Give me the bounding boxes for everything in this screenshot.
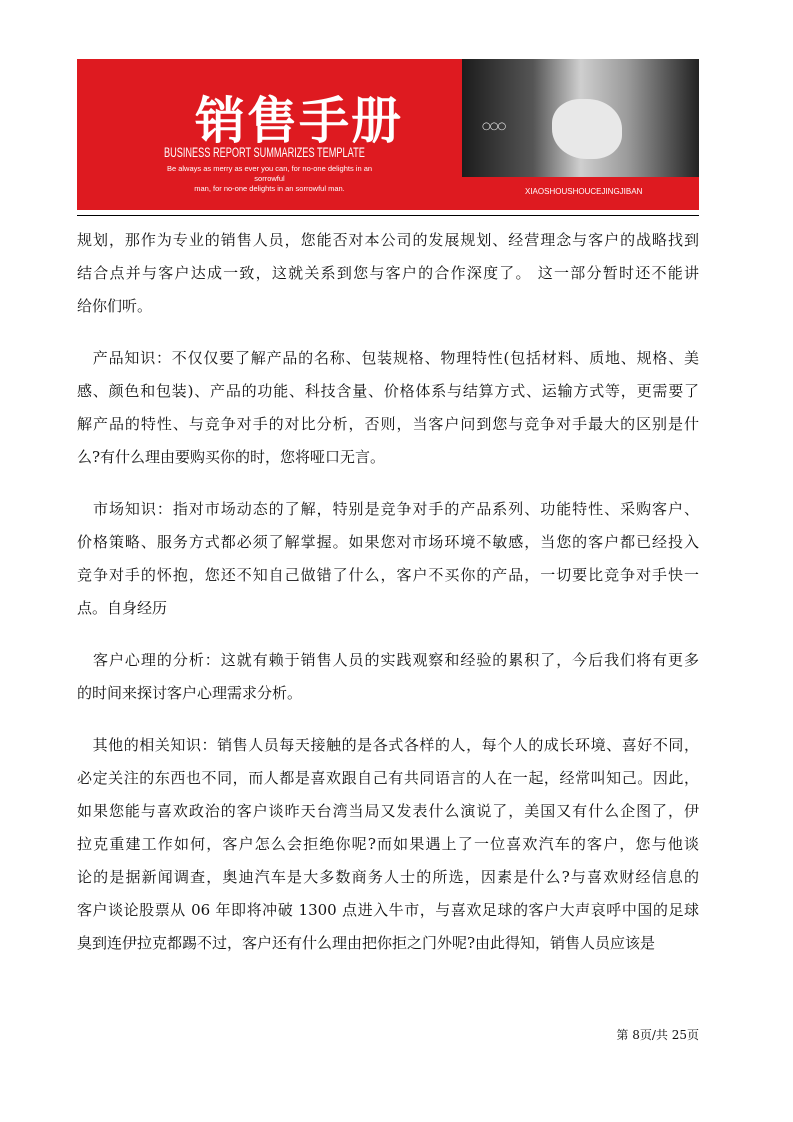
banner-subtitle: BUSINESS REPORT SUMMARIZES TEMPLATE (164, 145, 365, 160)
text-line: 拉克重建工作如何，客户怎么会拒绝你呢?而如果遇上了一位喜欢汽车的客户，您与他谈 (77, 835, 699, 853)
banner-title: 销售手册 (195, 92, 403, 150)
banner-tagline (157, 164, 382, 194)
text-line: 客户谈论股票从 06 年即将冲破 1300 点进入牛市，与喜欢足球的客户大声哀呼中国的足球 (77, 901, 699, 919)
banner-code: XIAOSHOUSHOUCEJINGJIBAN (525, 187, 643, 196)
text-line: 产品知识：不仅仅要了解产品的名称、包装规格、物理特性(包括材料、质地、规格、美 (77, 349, 699, 367)
paragraph (77, 646, 699, 712)
text-line: 给你们听。 (77, 297, 153, 315)
text-line: 规划，那作为专业的销售人员，您能否对本公司的发展规划、经营理念与客户的战略找到 (77, 231, 699, 249)
hand-shape (552, 99, 622, 159)
text-line: 必定关注的东西也不同，而人都是喜欢跟自己有共同语言的人在一起，经常叫知己。因此， (77, 769, 699, 787)
text-line: 臭到连伊拉克都踢不过，客户还有什么理由把你拒之门外呢?由此得知，销售人员应该是 (77, 934, 656, 952)
text-line: 论的是据新闻调查，奥迪汽车是大多数商务人士的所选，因素是什么?与喜欢财经信息的 (77, 868, 699, 886)
paragraph (77, 495, 699, 627)
text-line: 的时间来探讨客户心理需求分析。 (77, 684, 303, 702)
document-body (77, 226, 699, 981)
text-line: 点。自身经历 (77, 599, 168, 617)
text-line: 价格策略、服务方式都必须了解掌握。如果您对市场环境不敏感，当您的客户都已经投入 (77, 533, 699, 551)
page-number: 第 8页/共 25页 (616, 1028, 699, 1042)
text-line: 客户心理的分析：这就有赖于销售人员的实践观察和经验的累积了，今后我们将有更多 (77, 651, 699, 669)
text-line: 市场知识：指对市场动态的了解，特别是竞争对手的产品系列、功能特性、采购客户、 (77, 500, 699, 518)
text-line: 其他的相关知识：销售人员每天接触的是各式各样的人，每个人的成长环境、喜好不同， (77, 736, 699, 754)
cuff-buttons-icon: ○○○ (482, 121, 506, 132)
handshake-photo (462, 59, 699, 177)
text-line: 么?有什么理由要购买你的时，您将哑口无言。 (77, 448, 386, 466)
text-line: 感、颜色和包装)、产品的功能、科技含量、价格体系与结算方式、运输方式等，更需要了 (77, 382, 699, 400)
paragraph (77, 344, 699, 476)
header-banner (77, 59, 699, 210)
paragraph (77, 226, 699, 325)
tagline-line: Be always as merry as ever you can, for no-one delights in an sorrowful (166, 164, 373, 183)
header-divider (77, 215, 699, 216)
paragraph (77, 731, 699, 962)
tagline-line: man, for no-one delights in an sorrowful man. (194, 184, 345, 193)
text-line: 竞争对手的怀抱，您还不知自己做错了什么，客户不买你的产品，一切要比竞争对手快一 (77, 566, 699, 584)
text-line: 如果您能与喜欢政治的客户谈昨天台湾当局又发表什么演说了，美国又有什么企图了，伊 (77, 802, 699, 820)
text-line: 解产品的特性、与竞争对手的对比分析，否则，当客户问到您与竞争对手最大的区别是什 (77, 415, 699, 433)
text-line: 结合点并与客户达成一致，这就关系到您与客户的合作深度了。 这一部分暂时还不能讲 (77, 264, 699, 282)
